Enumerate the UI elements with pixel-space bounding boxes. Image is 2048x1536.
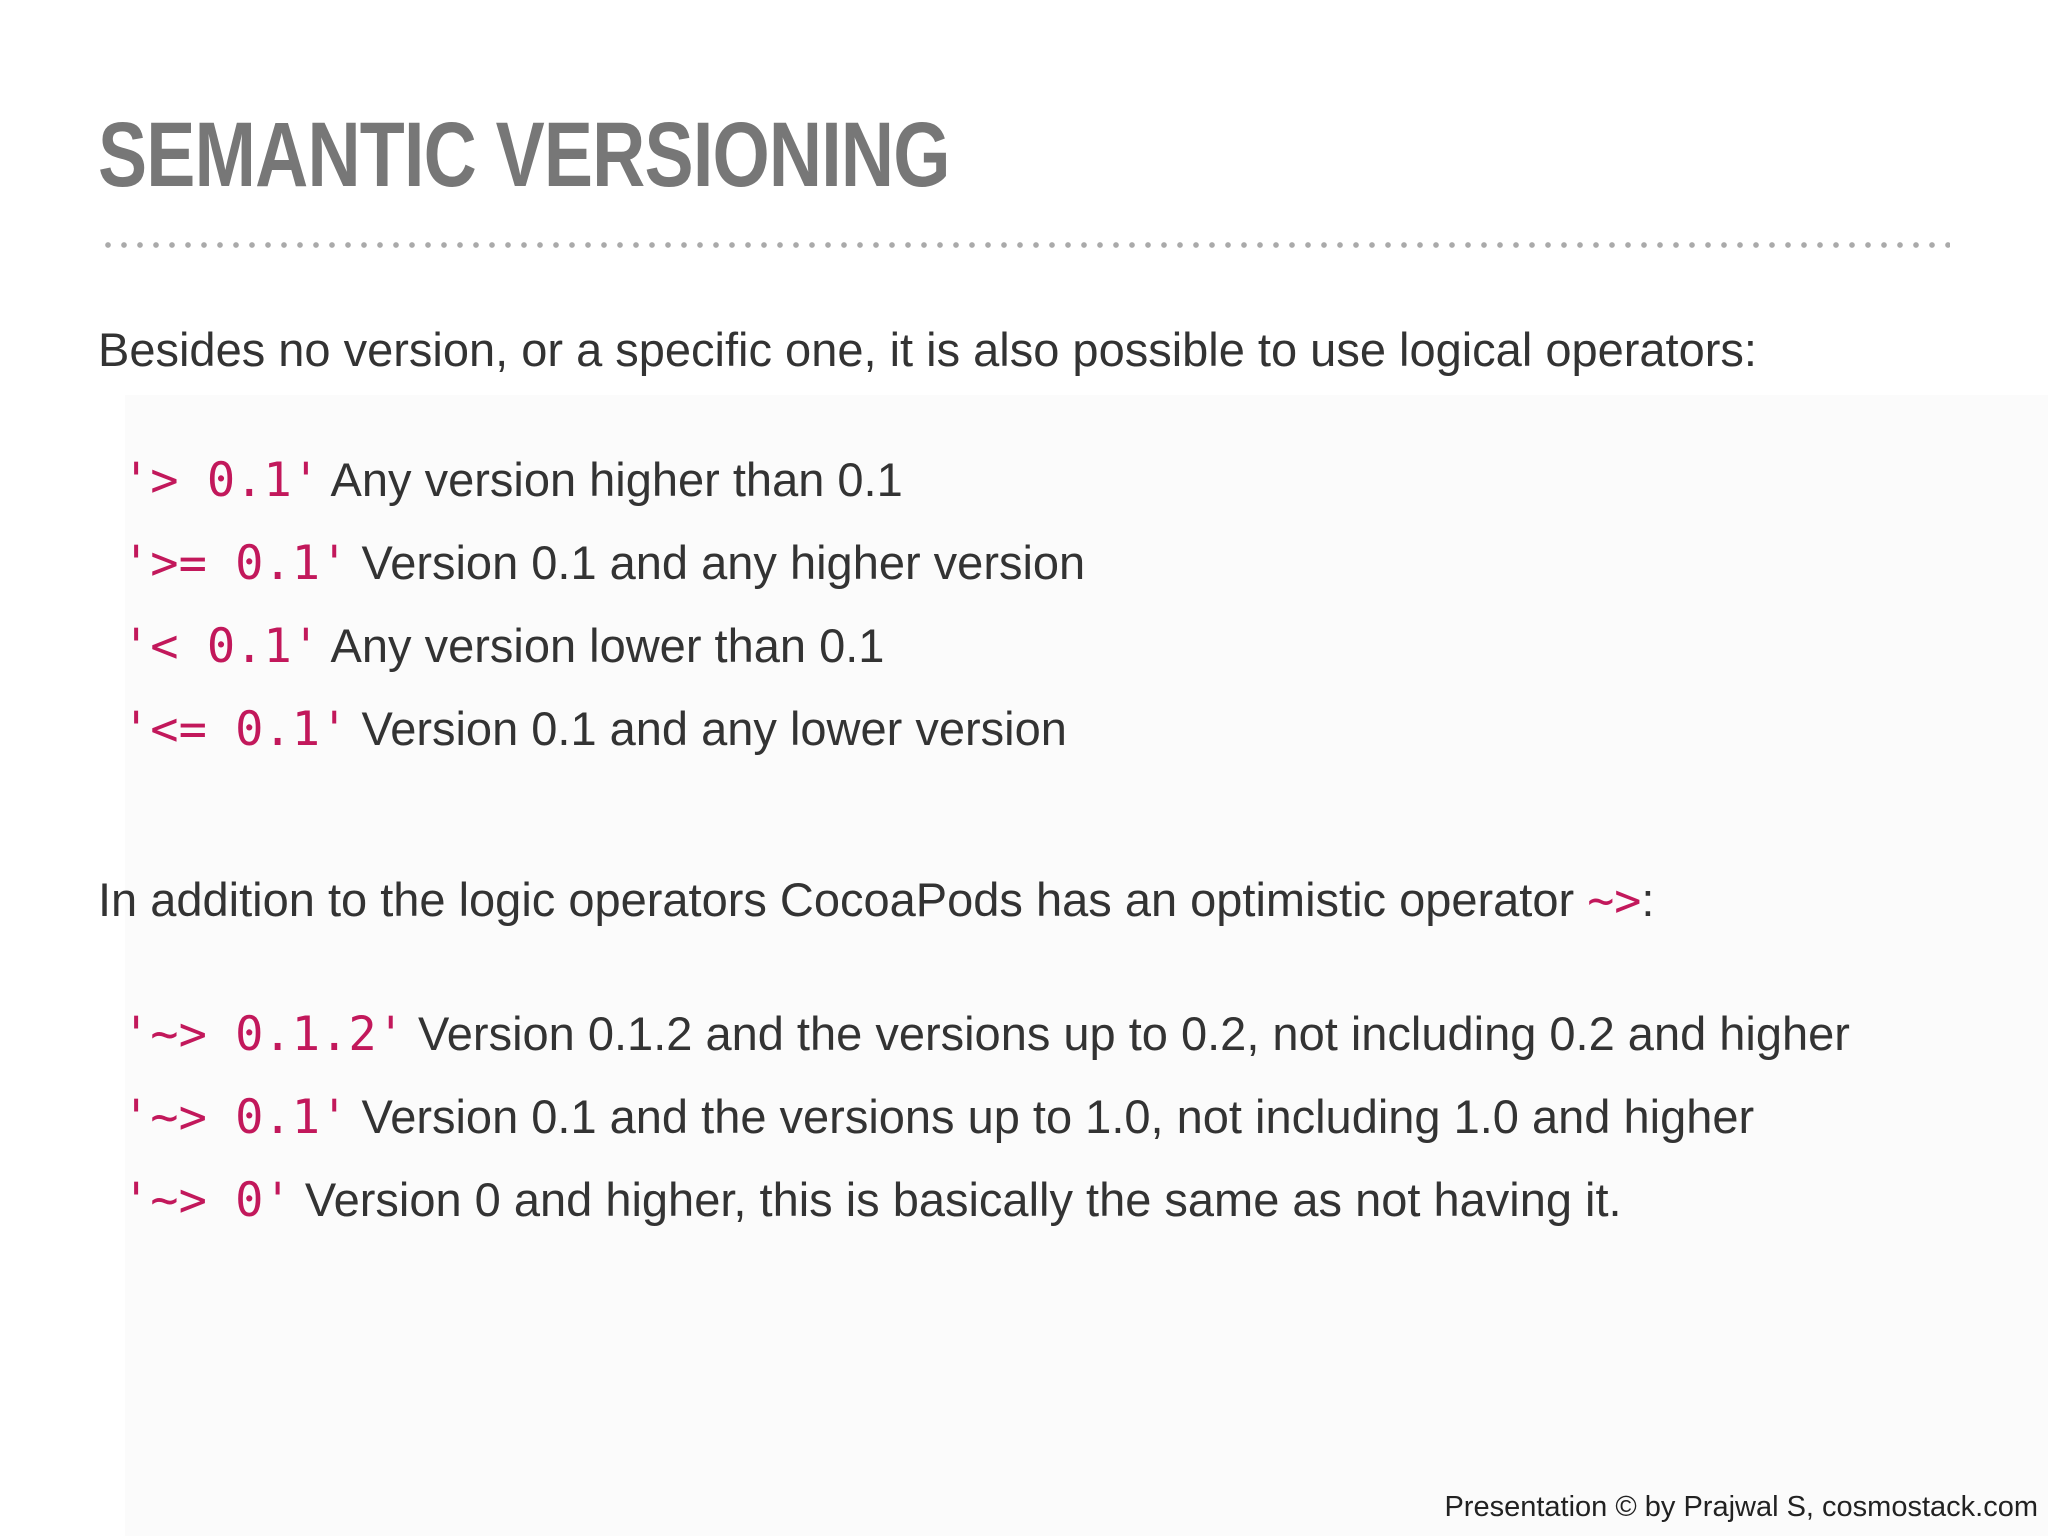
operator-description: Any version higher than 0.1 — [330, 453, 903, 506]
operator-code: '>= 0.1' — [122, 536, 349, 591]
operator-description: Version 0.1 and any lower version — [361, 702, 1067, 755]
logical-operators-list — [122, 446, 2022, 778]
operator-description: Version 0.1.2 and the versions up to 0.2, not including 0.2 and higher — [418, 1007, 1850, 1060]
optimistic-operators-list — [122, 1000, 2022, 1249]
list-item — [122, 695, 2022, 764]
operator-description: Version 0.1 and the versions up to 1.0, not including 1.0 and higher — [361, 1090, 1755, 1143]
addition-suffix: : — [1641, 873, 1655, 926]
operator-code: '~> 0' — [122, 1173, 292, 1228]
operator-code: '<= 0.1' — [122, 702, 349, 757]
addition-paragraph — [98, 872, 1654, 929]
list-item — [122, 1166, 2022, 1235]
intro-paragraph: Besides no version, or a specific one, it is also possible to use logical operators: — [98, 323, 1757, 376]
operator-code: '< 0.1' — [122, 619, 321, 674]
addition-text: In addition to the logic operators CocoaPods has an optimistic operator — [98, 873, 1588, 926]
list-item — [122, 446, 2022, 515]
operator-description: Version 0 and higher, this is basically the same as not having it. — [304, 1173, 1622, 1226]
list-item — [122, 529, 2022, 598]
operator-description: Any version lower than 0.1 — [330, 619, 885, 672]
list-item — [122, 1000, 1971, 1069]
dotted-divider — [100, 241, 1950, 249]
list-item — [122, 1083, 2022, 1152]
slide-title: SEMANTIC VERSIONING — [98, 104, 950, 206]
operator-description: Version 0.1 and any higher version — [361, 536, 1086, 589]
operator-code: '~> 0.1.2' — [122, 1007, 405, 1062]
operator-code: '> 0.1' — [122, 453, 321, 508]
list-item — [122, 612, 2022, 681]
operator-code: '~> 0.1' — [122, 1090, 349, 1145]
optimistic-operator-code: ~> — [1587, 874, 1642, 927]
footer-credit: Presentation © by Prajwal S, cosmostack.com — [1444, 1491, 2038, 1523]
